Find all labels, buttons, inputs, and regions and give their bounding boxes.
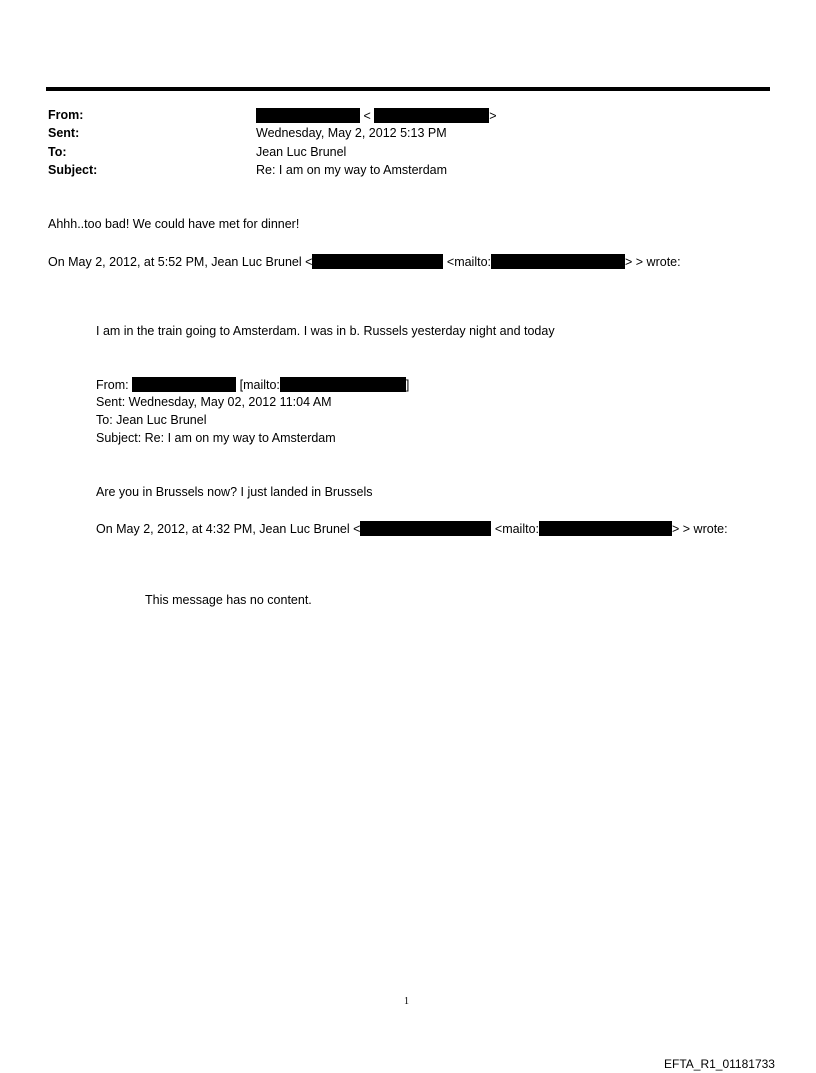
sent-label: Sent: xyxy=(48,126,80,140)
redaction-box xyxy=(256,108,360,123)
inner-from-label: From: xyxy=(96,378,129,392)
quote2-mailto: <mailto: xyxy=(494,522,540,536)
page-number: 1 xyxy=(404,996,409,1007)
no-content-line: This message has no content. xyxy=(145,593,312,607)
quote2-suffix: > > wrote: xyxy=(672,522,728,536)
inner-sent: Sent: Wednesday, May 02, 2012 11:04 AM xyxy=(96,395,332,409)
inner-mailto: [mailto: xyxy=(239,378,280,392)
reply-line-1: I am in the train going to Amsterdam. I was in b. Russels yesterday night and today xyxy=(96,324,555,338)
to-value: Jean Luc Brunel xyxy=(256,145,347,159)
inner-subject: Subject: Re: I am on my way to Amsterdam xyxy=(96,431,336,445)
redaction-box xyxy=(312,254,443,269)
redaction-box xyxy=(491,254,625,269)
redaction-box xyxy=(360,521,491,536)
quote-header-2 xyxy=(96,521,728,536)
redaction-box xyxy=(132,377,236,392)
reply-line-2: Are you in Brussels now? I just landed in Brussels xyxy=(96,485,373,499)
body-line-1: Ahhh..too bad! We could have met for dinner! xyxy=(48,217,300,231)
quote1-mailto: <mailto: xyxy=(446,255,492,269)
quote1-prefix: On May 2, 2012, at 5:52 PM, Jean Luc Brunel < xyxy=(48,255,313,269)
inner-from xyxy=(96,377,409,392)
from-gt: > xyxy=(489,109,497,123)
subject-label: Subject: xyxy=(48,163,98,177)
sent-value: Wednesday, May 2, 2012 5:13 PM xyxy=(256,126,447,140)
inner-to: To: Jean Luc Brunel xyxy=(96,413,207,427)
from-label: From: xyxy=(48,108,84,122)
subject-value: Re: I am on my way to Amsterdam xyxy=(256,163,448,177)
to-label: To: xyxy=(48,145,67,159)
quote1-suffix: > > wrote: xyxy=(625,255,681,269)
header-rule xyxy=(46,87,770,91)
from-lt: < xyxy=(363,109,371,123)
from-value xyxy=(256,108,497,123)
document-id: EFTA_R1_01181733 xyxy=(664,1057,775,1071)
inner-close: ] xyxy=(405,378,410,392)
quote-header-1 xyxy=(48,254,681,269)
redaction-box xyxy=(374,108,489,123)
redaction-box xyxy=(539,521,672,536)
quote2-prefix: On May 2, 2012, at 4:32 PM, Jean Luc Brunel < xyxy=(96,522,361,536)
redaction-box xyxy=(280,377,406,392)
